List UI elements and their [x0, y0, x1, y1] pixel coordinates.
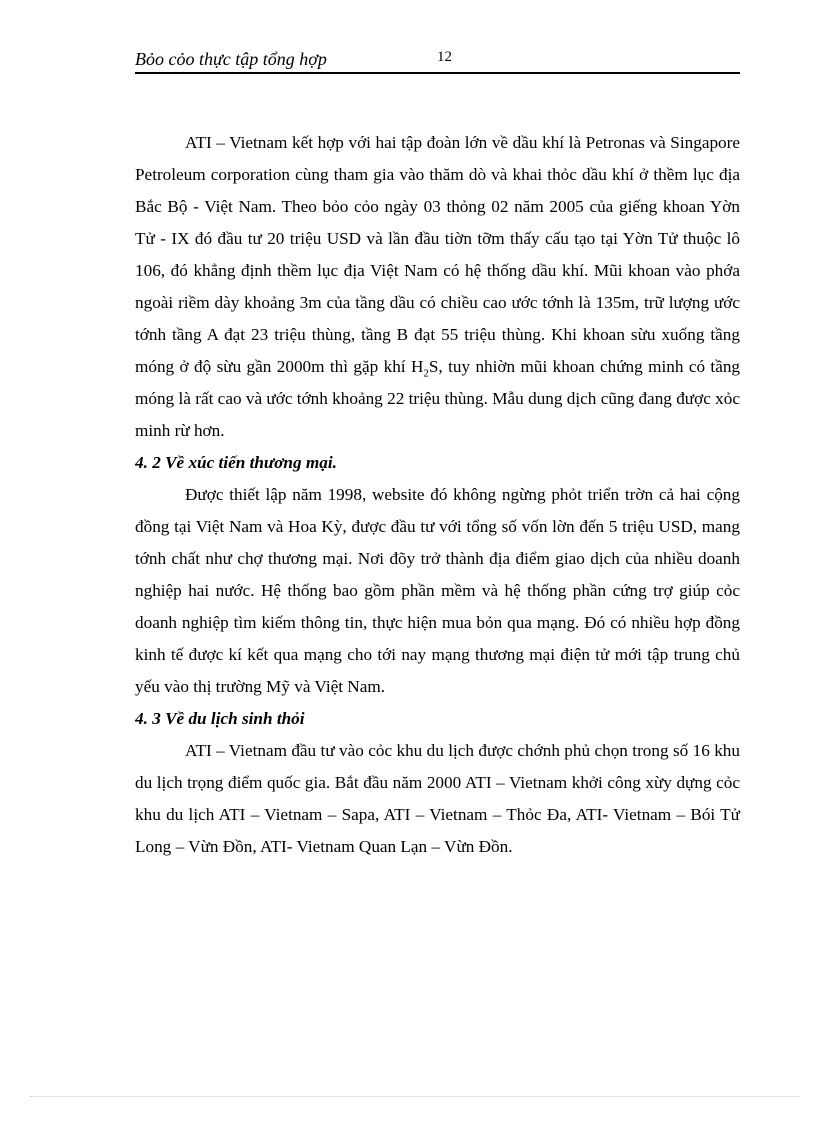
paragraph-eco-tourism: ATI – Vietnam đầu tư vào cỏc khu du lịch được chớnh phủ chọn trong số 16 khu du lịch trọng điểm quốc gia. Bắt đầu năm 2000 ATI – Vietnam khởi công xừy dựng cỏc khu du lịch ATI – Vietnam – Sapa, ATI – Vietnam – Thỏc Đa, ATI- Vietnam – Bói Tử Long – Vừn Đồn, ATI- Vietnam Quan Lạn – Vừn Đồn. — [135, 741, 740, 856]
document-body — [135, 127, 740, 863]
header-title: Bỏo cỏo thực tập tổng hợp — [135, 49, 327, 69]
page-header — [135, 48, 740, 74]
page-number: 12 — [437, 49, 452, 65]
paragraph-ati-oil-gas — [135, 127, 740, 447]
paragraph-text-continued: S, tuy nhiờn mũi khoan chứng minh có tầng móng là rất cao và ước tớnh khoảng 22 triệu thùng. Mẫu dung dịch cũng đang được xỏc minh rừ hơn. — [135, 357, 741, 440]
paragraph-trade-promotion: Được thiết lập năm 1998, website đó không ngừng phỏt triển trờn cả hai cộng đồng tại Việt Nam và Hoa Kỳ, được đầu tư với tổng số vốn lờn đến 5 triệu USD, mang tớnh chất như chợ thương mại. Nơi đõy trở thành địa điểm giao dịch của nhiều doanh nghiệp hai nước. Hệ thống bao gồm phần mềm và hệ thống phần cứng trợ giúp cỏc doanh nghiệp tìm kiếm thông tin, thực hiện mua bỏn qua mạng. Đó có nhiều hợp đồng kinh tế được kí kết qua mạng cho tới nay mạng thương mại điện tử mới tập trung chủ yếu vào thị trường Mỹ và Việt Nam. — [135, 485, 740, 696]
bottom-divider — [30, 1096, 800, 1097]
paragraph-text: ATI – Vietnam kết hợp với hai tập đoàn lớn về dầu khí là Petronas và Singapore Petroleum corporation cùng tham gia vào thăm dò và khai thỏc dầu khí ở thềm lục địa Bắc Bộ - Việt Nam. Theo bỏo cỏo ngày 03 thỏng 02 năm 2005 của giếng khoan Yờn Tử - IX đó đầu tư 20 triệu USD và lần đầu tiờn tỡm thấy cấu tạo tại Yờn Tử thuộc lô 106, đó khẳng định thềm lục địa Việt Nam có hệ thống dầu khí. Mũi khoan vào phớa ngoài riềm dày khoảng 3m của tầng dầu có chiều cao ước tớnh là 135m, trữ lượng ước tớnh tầng A đạt 23 triệu thùng, tầng B đạt 55 triệu thùng. Khi khoan sừu xuống tầng móng ở độ sừu gần 2000m thì gặp khí H — [135, 133, 740, 376]
subscript-2: 2 — [423, 367, 429, 380]
section-heading-eco-tourism: 4. 3 Về du lịch sinh thỏi — [135, 709, 305, 728]
section-heading-trade-promotion: 4. 2 Về xúc tiến thương mại. — [135, 453, 337, 472]
